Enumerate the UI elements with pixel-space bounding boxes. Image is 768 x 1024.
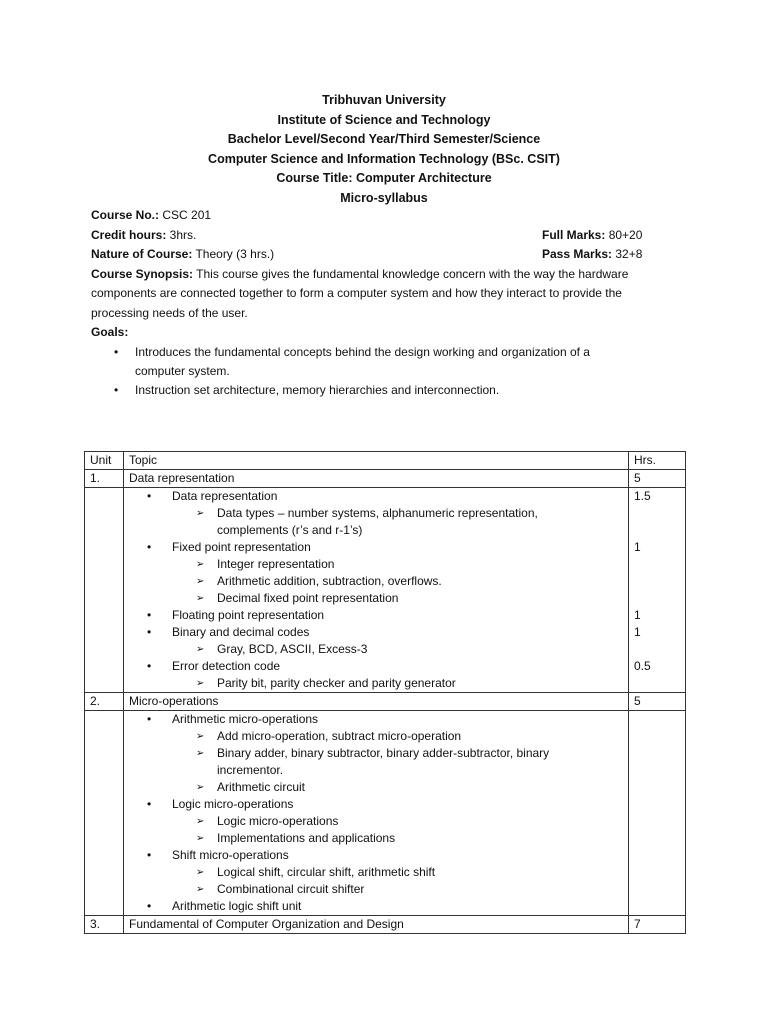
subtopic-item: ➢ Gray, BCD, ASCII, Excess-3 (196, 642, 368, 656)
hrs-value: 1 (634, 608, 641, 622)
goal-item (91, 343, 635, 381)
arrow-bullet-icon: ➢ (196, 559, 205, 570)
full-marks-label: Full Marks: (542, 227, 606, 242)
unit-title: Data representation (124, 470, 629, 488)
credit-label: Credit hours: (91, 227, 167, 242)
nature-value: Theory (3 hrs.) (192, 247, 275, 261)
program-name: Computer Science and Information Technology (BSc. CSIT) (208, 151, 560, 166)
arrow-bullet-icon: ➢ (196, 867, 205, 878)
bullet-icon: • (147, 489, 152, 503)
subtopic-item: ➢ Add micro-operation, subtract micro-operation (196, 729, 462, 743)
subtopic-continuation: complements (r’s and r-1’s) (217, 523, 363, 537)
arrow-bullet-icon: ➢ (196, 884, 205, 895)
course-meta (91, 206, 681, 400)
course-no-row (91, 206, 681, 226)
unit-no: 3. (85, 916, 124, 934)
goals-list (91, 343, 681, 400)
subtopic-item: ➢ Binary adder, binary subtractor, binary adder-subtractor, binary (196, 746, 550, 760)
bullet-icon: • (114, 382, 119, 397)
unit-no: 2. (85, 693, 124, 711)
arrow-bullet-icon: ➢ (196, 816, 205, 827)
course-no-value: CSC 201 (159, 208, 212, 222)
unit-title-row (85, 470, 686, 488)
unit-title-row (85, 916, 686, 934)
full-marks-value: 80+20 (605, 227, 643, 242)
hrs-value: 1 (634, 625, 641, 639)
unit-hrs: 7 (629, 916, 686, 934)
topic-item: • Data representation (147, 489, 278, 503)
unit-topics (124, 488, 629, 693)
subtopic-continuation: incrementor. (217, 763, 284, 777)
unit-title: Fundamental of Computer Organization and Design (124, 916, 629, 934)
unit-topics (124, 711, 629, 916)
unit-no: 1. (85, 470, 124, 488)
topic-item: • Arithmetic logic shift unit (147, 899, 302, 913)
topic-item: • Arithmetic micro-operations (147, 712, 319, 726)
header-hrs: Hrs. (629, 452, 686, 470)
arrow-bullet-icon: ➢ (196, 748, 205, 759)
arrow-bullet-icon: ➢ (196, 644, 205, 655)
synopsis-text: This course gives the fundamental knowledge concern with the way the hardware components are connected together to form a computer system and how they interact to provide the processing needs of the user. (91, 266, 629, 320)
topic-item: • Binary and decimal codes (147, 625, 310, 639)
nature-row (91, 245, 681, 265)
unit-hours-breakdown (629, 488, 686, 693)
unit-hrs: 5 (629, 693, 686, 711)
arrow-bullet-icon: ➢ (196, 731, 205, 742)
course-title: Course Title: Computer Architecture (276, 171, 492, 185)
unit-title: Micro-operations (124, 693, 629, 711)
arrow-bullet-icon: ➢ (196, 678, 205, 689)
credit-value: 3hrs. (166, 227, 197, 242)
header-unit: Unit (85, 452, 124, 470)
synopsis-label: Course Synopsis: (91, 266, 194, 281)
goal-text: Instruction set architecture, memory hierarchies and interconnection. (135, 382, 500, 397)
subtopic-item: ➢ Logical shift, circular shift, arithmetic shift (196, 865, 436, 879)
course-synopsis (91, 265, 676, 324)
pass-marks (542, 245, 642, 265)
bullet-icon: • (147, 540, 152, 554)
unit-hrs: 5 (629, 470, 686, 488)
table-header-row (85, 452, 686, 470)
goals-label: Goals: (91, 325, 129, 339)
doc-type: Micro-syllabus (340, 190, 428, 205)
goal-text: Introduces the fundamental concepts behind the design working and organization of a computer system. (135, 344, 590, 378)
hrs-value: 1.5 (634, 489, 651, 503)
pass-marks-value: 32+8 (612, 247, 643, 261)
subtopic-item: ➢ Arithmetic circuit (196, 780, 306, 794)
unit-title-row (85, 693, 686, 711)
unit-detail-row (85, 711, 686, 916)
goal-item (91, 381, 635, 400)
institute-name: Institute of Science and Technology (277, 112, 491, 127)
subtopic-item: ➢ Combinational circuit shifter (196, 882, 365, 896)
subtopic-item: ➢ Arithmetic addition, subtraction, overflows. (196, 574, 442, 588)
bullet-icon: • (147, 899, 152, 913)
credit-row (91, 226, 681, 246)
bullet-icon: • (147, 608, 152, 622)
subtopic-item: ➢ Decimal fixed point representation (196, 591, 399, 605)
full-marks (542, 226, 642, 246)
bullet-icon: • (147, 797, 152, 811)
bullet-icon: • (147, 712, 152, 726)
topic-item: • Fixed point representation (147, 540, 311, 554)
topic-item: • Logic micro-operations (147, 797, 294, 811)
document-header (0, 91, 768, 208)
topic-item: • Error detection code (147, 659, 281, 673)
unit-detail-row (85, 488, 686, 693)
subtopic-item: ➢ Logic micro-operations (196, 814, 339, 828)
topic-item: • Shift micro-operations (147, 848, 289, 862)
arrow-bullet-icon: ➢ (196, 576, 205, 587)
university-name: Tribhuvan University (322, 93, 446, 107)
hrs-value: 0.5 (634, 659, 651, 673)
header-topic: Topic (124, 452, 629, 470)
topic-item: • Floating point representation (147, 608, 325, 622)
nature-label: Nature of Course: (91, 247, 193, 261)
subtopic-item: ➢ Integer representation (196, 557, 335, 571)
level-line: Bachelor Level/Second Year/Third Semester/Science (227, 132, 541, 146)
subtopic-item: ➢ Data types – number systems, alphanumeric representation, (196, 506, 538, 520)
bullet-icon: • (147, 848, 152, 862)
arrow-bullet-icon: ➢ (196, 782, 205, 793)
arrow-bullet-icon: ➢ (196, 593, 205, 604)
arrow-bullet-icon: ➢ (196, 508, 205, 519)
bullet-icon: • (147, 659, 152, 673)
syllabus-table (84, 451, 686, 934)
pass-marks-label: Pass Marks: (542, 247, 613, 261)
arrow-bullet-icon: ➢ (196, 833, 205, 844)
subtopic-item: ➢ Parity bit, parity checker and parity generator (196, 676, 456, 690)
subtopic-item: ➢ Implementations and applications (196, 831, 396, 845)
bullet-icon: • (114, 344, 119, 359)
bullet-icon: • (147, 625, 152, 639)
hrs-value: 1 (634, 540, 641, 554)
course-no-label: Course No.: (91, 208, 160, 222)
